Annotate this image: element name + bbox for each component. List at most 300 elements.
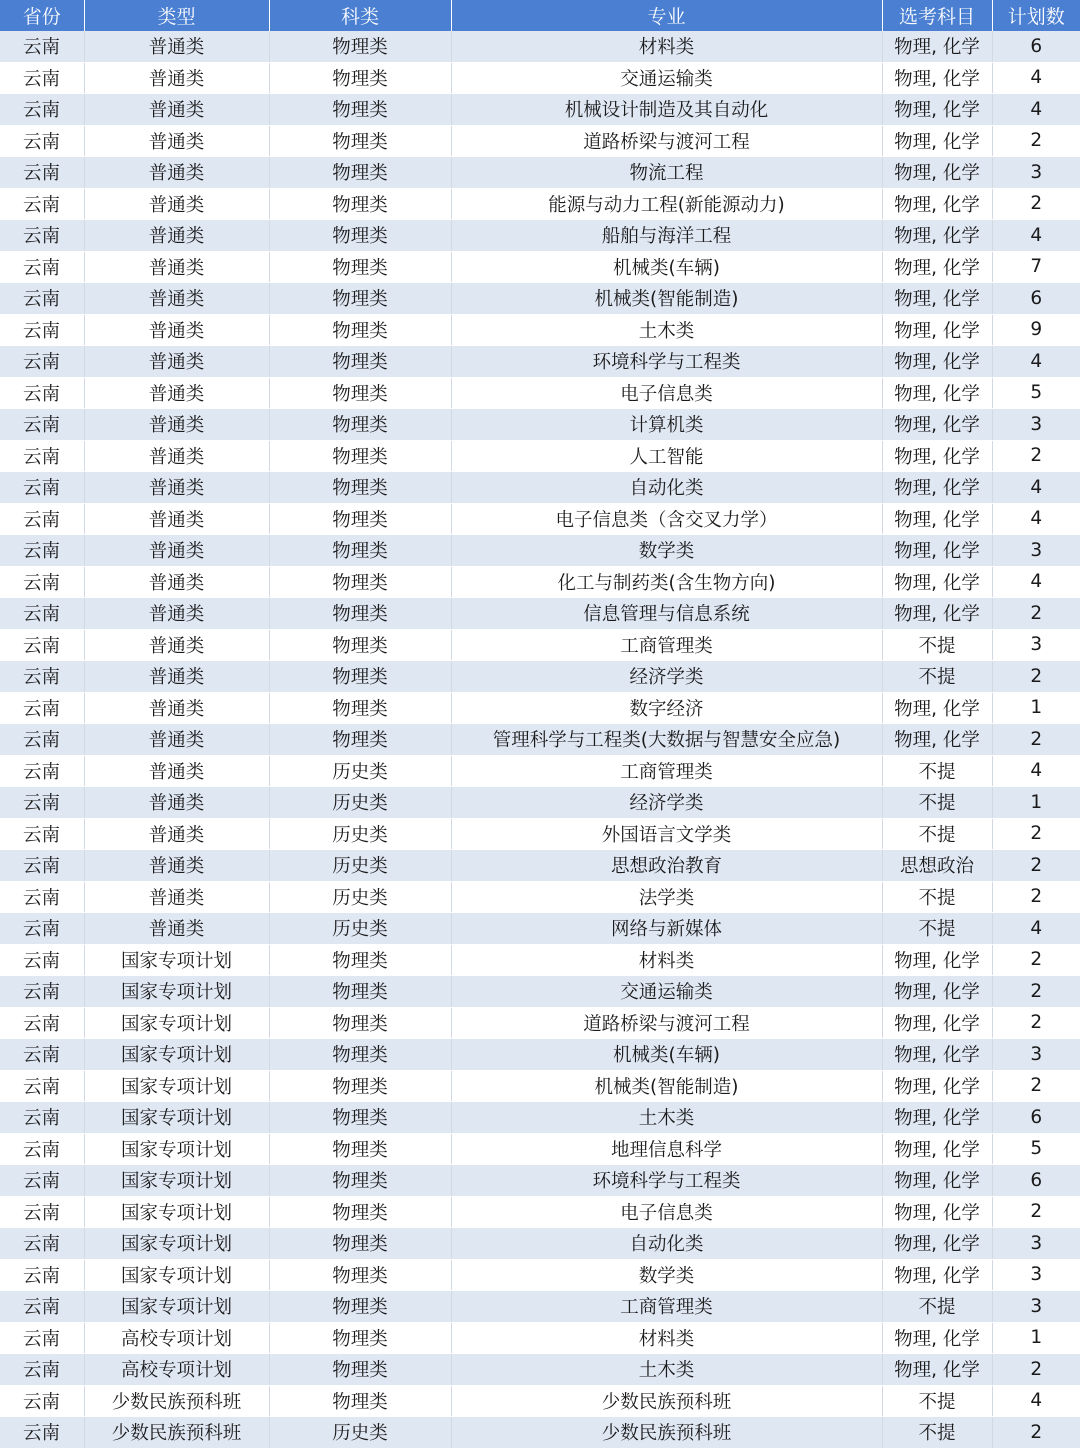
cell-major: 少数民族预科班: [451, 1417, 882, 1449]
cell-required-subjects: 物理, 化学: [882, 314, 992, 346]
cell-subject-track: 物理类: [269, 314, 451, 346]
cell-required-subjects: 物理, 化学: [882, 220, 992, 252]
cell-type: 普通类: [84, 346, 269, 378]
cell-type: 国家专项计划: [84, 1133, 269, 1165]
cell-plan-count: 2: [992, 850, 1080, 882]
cell-province: 云南: [0, 1165, 84, 1197]
cell-major: 管理科学与工程类(大数据与智慧安全应急): [451, 724, 882, 756]
table-row: [0, 881, 1080, 913]
cell-type: 普通类: [84, 629, 269, 661]
cell-major: 电子信息类: [451, 1196, 882, 1228]
cell-required-subjects: 物理, 化学: [882, 94, 992, 126]
cell-required-subjects: 物理, 化学: [882, 188, 992, 220]
cell-plan-count: 1: [992, 787, 1080, 819]
cell-plan-count: 2: [992, 125, 1080, 157]
cell-type: 普通类: [84, 188, 269, 220]
cell-subject-track: 物理类: [269, 346, 451, 378]
cell-province: 云南: [0, 566, 84, 598]
cell-subject-track: 物理类: [269, 220, 451, 252]
table-row: [0, 944, 1080, 976]
cell-province: 云南: [0, 346, 84, 378]
cell-subject-track: 物理类: [269, 661, 451, 693]
cell-required-subjects: 不提: [882, 881, 992, 913]
cell-subject-track: 物理类: [269, 535, 451, 567]
cell-subject-track: 物理类: [269, 1007, 451, 1039]
cell-required-subjects: 物理, 化学: [882, 1228, 992, 1260]
table-row: [0, 787, 1080, 819]
cell-major: 化工与制药类(含生物方向): [451, 566, 882, 598]
cell-subject-track: 物理类: [269, 283, 451, 315]
table-row: [0, 220, 1080, 252]
table-row: [0, 62, 1080, 94]
cell-required-subjects: 物理, 化学: [882, 31, 992, 62]
cell-subject-track: 物理类: [269, 1133, 451, 1165]
cell-province: 云南: [0, 503, 84, 535]
cell-subject-track: 物理类: [269, 377, 451, 409]
cell-type: 普通类: [84, 283, 269, 315]
cell-province: 云南: [0, 976, 84, 1008]
cell-major: 交通运输类: [451, 976, 882, 1008]
cell-type: 普通类: [84, 787, 269, 819]
cell-type: 国家专项计划: [84, 1102, 269, 1134]
cell-required-subjects: 物理, 化学: [882, 1259, 992, 1291]
cell-required-subjects: 物理, 化学: [882, 62, 992, 94]
cell-province: 云南: [0, 62, 84, 94]
cell-required-subjects: 物理, 化学: [882, 1039, 992, 1071]
cell-plan-count: 4: [992, 220, 1080, 252]
cell-major: 外国语言文学类: [451, 818, 882, 850]
table-row: [0, 125, 1080, 157]
cell-major: 交通运输类: [451, 62, 882, 94]
cell-type: 国家专项计划: [84, 1165, 269, 1197]
table-row: [0, 251, 1080, 283]
cell-province: 云南: [0, 188, 84, 220]
table-row: [0, 31, 1080, 62]
cell-subject-track: 物理类: [269, 440, 451, 472]
table-row: [0, 661, 1080, 693]
cell-subject-track: 物理类: [269, 1354, 451, 1386]
cell-plan-count: 5: [992, 1133, 1080, 1165]
table-row: [0, 1165, 1080, 1197]
cell-province: 云南: [0, 1322, 84, 1354]
cell-plan-count: 1: [992, 692, 1080, 724]
cell-plan-count: 2: [992, 598, 1080, 630]
cell-subject-track: 物理类: [269, 157, 451, 189]
cell-type: 国家专项计划: [84, 1070, 269, 1102]
cell-major: 自动化类: [451, 1228, 882, 1260]
table-row: [0, 755, 1080, 787]
cell-type: 普通类: [84, 94, 269, 126]
cell-required-subjects: 物理, 化学: [882, 535, 992, 567]
cell-required-subjects: 物理, 化学: [882, 377, 992, 409]
cell-plan-count: 5: [992, 377, 1080, 409]
cell-required-subjects: 物理, 化学: [882, 472, 992, 504]
cell-type: 普通类: [84, 31, 269, 62]
cell-subject-track: 历史类: [269, 1417, 451, 1449]
cell-province: 云南: [0, 1133, 84, 1165]
header-plan-count: 计划数: [992, 0, 1080, 31]
cell-type: 国家专项计划: [84, 1228, 269, 1260]
cell-type: 普通类: [84, 598, 269, 630]
cell-province: 云南: [0, 1354, 84, 1386]
cell-subject-track: 物理类: [269, 944, 451, 976]
cell-province: 云南: [0, 1259, 84, 1291]
cell-major: 数学类: [451, 535, 882, 567]
cell-subject-track: 物理类: [269, 692, 451, 724]
header-subject-track: 科类: [269, 0, 451, 31]
cell-required-subjects: 物理, 化学: [882, 976, 992, 1008]
table-row: [0, 94, 1080, 126]
table-row: [0, 283, 1080, 315]
cell-type: 普通类: [84, 62, 269, 94]
table-body: [0, 31, 1080, 1448]
cell-required-subjects: 物理, 化学: [882, 724, 992, 756]
cell-required-subjects: 不提: [882, 913, 992, 945]
cell-major: 土木类: [451, 314, 882, 346]
cell-subject-track: 物理类: [269, 629, 451, 661]
cell-type: 国家专项计划: [84, 1259, 269, 1291]
cell-major: 能源与动力工程(新能源动力): [451, 188, 882, 220]
cell-subject-track: 历史类: [269, 818, 451, 850]
header-required-subjects: 选考科目: [882, 0, 992, 31]
cell-subject-track: 物理类: [269, 1196, 451, 1228]
cell-subject-track: 物理类: [269, 409, 451, 441]
cell-required-subjects: 不提: [882, 818, 992, 850]
cell-major: 电子信息类（含交叉力学）: [451, 503, 882, 535]
cell-plan-count: 6: [992, 31, 1080, 62]
cell-type: 普通类: [84, 220, 269, 252]
table-row: [0, 503, 1080, 535]
table-row: [0, 1196, 1080, 1228]
cell-type: 普通类: [84, 157, 269, 189]
cell-province: 云南: [0, 1228, 84, 1260]
cell-major: 计算机类: [451, 409, 882, 441]
cell-subject-track: 物理类: [269, 62, 451, 94]
cell-type: 普通类: [84, 661, 269, 693]
cell-subject-track: 历史类: [269, 755, 451, 787]
cell-province: 云南: [0, 31, 84, 62]
cell-plan-count: 2: [992, 976, 1080, 1008]
cell-subject-track: 物理类: [269, 125, 451, 157]
cell-plan-count: 3: [992, 535, 1080, 567]
cell-type: 普通类: [84, 377, 269, 409]
cell-type: 普通类: [84, 881, 269, 913]
cell-province: 云南: [0, 220, 84, 252]
cell-major: 思想政治教育: [451, 850, 882, 882]
cell-province: 云南: [0, 913, 84, 945]
cell-type: 国家专项计划: [84, 1007, 269, 1039]
table-row: [0, 976, 1080, 1008]
table-row: [0, 1417, 1080, 1449]
cell-province: 云南: [0, 1039, 84, 1071]
cell-type: 普通类: [84, 566, 269, 598]
cell-province: 云南: [0, 283, 84, 315]
cell-required-subjects: 物理, 化学: [882, 944, 992, 976]
cell-required-subjects: 物理, 化学: [882, 125, 992, 157]
table-row: [0, 440, 1080, 472]
table-row: [0, 1291, 1080, 1323]
cell-subject-track: 物理类: [269, 1039, 451, 1071]
cell-required-subjects: 物理, 化学: [882, 283, 992, 315]
cell-type: 普通类: [84, 818, 269, 850]
cell-province: 云南: [0, 314, 84, 346]
cell-required-subjects: 物理, 化学: [882, 566, 992, 598]
cell-required-subjects: 不提: [882, 1291, 992, 1323]
table-row: [0, 409, 1080, 441]
cell-province: 云南: [0, 598, 84, 630]
cell-plan-count: 3: [992, 1259, 1080, 1291]
cell-major: 环境科学与工程类: [451, 346, 882, 378]
cell-province: 云南: [0, 440, 84, 472]
cell-major: 网络与新媒体: [451, 913, 882, 945]
cell-province: 云南: [0, 535, 84, 567]
cell-province: 云南: [0, 94, 84, 126]
cell-type: 普通类: [84, 440, 269, 472]
table-row: [0, 692, 1080, 724]
cell-major: 电子信息类: [451, 377, 882, 409]
cell-type: 普通类: [84, 251, 269, 283]
cell-type: 国家专项计划: [84, 1039, 269, 1071]
cell-plan-count: 2: [992, 944, 1080, 976]
cell-type: 普通类: [84, 724, 269, 756]
cell-subject-track: 物理类: [269, 1385, 451, 1417]
table-row: [0, 1228, 1080, 1260]
cell-province: 云南: [0, 944, 84, 976]
cell-major: 道路桥梁与渡河工程: [451, 125, 882, 157]
cell-plan-count: 2: [992, 188, 1080, 220]
cell-plan-count: 2: [992, 440, 1080, 472]
table-row: [0, 1322, 1080, 1354]
cell-required-subjects: 物理, 化学: [882, 251, 992, 283]
cell-plan-count: 4: [992, 913, 1080, 945]
cell-plan-count: 2: [992, 1417, 1080, 1449]
cell-subject-track: 物理类: [269, 472, 451, 504]
cell-province: 云南: [0, 1070, 84, 1102]
cell-plan-count: 4: [992, 566, 1080, 598]
cell-required-subjects: 物理, 化学: [882, 346, 992, 378]
cell-province: 云南: [0, 661, 84, 693]
cell-subject-track: 历史类: [269, 913, 451, 945]
cell-required-subjects: 物理, 化学: [882, 1102, 992, 1134]
cell-required-subjects: 思想政治: [882, 850, 992, 882]
cell-plan-count: 3: [992, 409, 1080, 441]
table-row: [0, 1259, 1080, 1291]
cell-plan-count: 4: [992, 346, 1080, 378]
cell-major: 材料类: [451, 31, 882, 62]
table-row: [0, 472, 1080, 504]
cell-major: 机械类(车辆): [451, 251, 882, 283]
cell-plan-count: 2: [992, 724, 1080, 756]
cell-type: 普通类: [84, 472, 269, 504]
cell-plan-count: 6: [992, 283, 1080, 315]
cell-subject-track: 物理类: [269, 566, 451, 598]
table-row: [0, 1102, 1080, 1134]
cell-required-subjects: 物理, 化学: [882, 440, 992, 472]
cell-required-subjects: 物理, 化学: [882, 692, 992, 724]
cell-subject-track: 物理类: [269, 724, 451, 756]
cell-type: 普通类: [84, 125, 269, 157]
cell-required-subjects: 不提: [882, 787, 992, 819]
cell-plan-count: 2: [992, 818, 1080, 850]
cell-plan-count: 6: [992, 1165, 1080, 1197]
cell-plan-count: 2: [992, 1070, 1080, 1102]
table-row: [0, 913, 1080, 945]
table-row: [0, 1039, 1080, 1071]
cell-type: 普通类: [84, 535, 269, 567]
cell-plan-count: 2: [992, 661, 1080, 693]
cell-subject-track: 物理类: [269, 1322, 451, 1354]
table-row: [0, 566, 1080, 598]
cell-major: 机械设计制造及其自动化: [451, 94, 882, 126]
cell-province: 云南: [0, 818, 84, 850]
cell-required-subjects: 物理, 化学: [882, 1196, 992, 1228]
cell-major: 土木类: [451, 1102, 882, 1134]
cell-required-subjects: 不提: [882, 1417, 992, 1449]
header-type: 类型: [84, 0, 269, 31]
cell-province: 云南: [0, 629, 84, 661]
cell-required-subjects: 物理, 化学: [882, 157, 992, 189]
cell-subject-track: 历史类: [269, 881, 451, 913]
cell-major: 数学类: [451, 1259, 882, 1291]
table-row: [0, 157, 1080, 189]
cell-required-subjects: 物理, 化学: [882, 1007, 992, 1039]
header-province: 省份: [0, 0, 84, 31]
table-row: [0, 1354, 1080, 1386]
cell-major: 数字经济: [451, 692, 882, 724]
cell-major: 材料类: [451, 1322, 882, 1354]
cell-subject-track: 历史类: [269, 850, 451, 882]
cell-province: 云南: [0, 1196, 84, 1228]
cell-major: 环境科学与工程类: [451, 1165, 882, 1197]
cell-province: 云南: [0, 409, 84, 441]
cell-plan-count: 4: [992, 94, 1080, 126]
cell-major: 道路桥梁与渡河工程: [451, 1007, 882, 1039]
cell-plan-count: 3: [992, 157, 1080, 189]
table-row: [0, 1007, 1080, 1039]
cell-province: 云南: [0, 1291, 84, 1323]
table-row: [0, 724, 1080, 756]
cell-type: 普通类: [84, 850, 269, 882]
cell-required-subjects: 不提: [882, 1385, 992, 1417]
cell-major: 人工智能: [451, 440, 882, 472]
cell-province: 云南: [0, 472, 84, 504]
cell-plan-count: 4: [992, 755, 1080, 787]
cell-subject-track: 物理类: [269, 1228, 451, 1260]
table-row: [0, 1133, 1080, 1165]
cell-type: 普通类: [84, 409, 269, 441]
cell-major: 机械类(车辆): [451, 1039, 882, 1071]
cell-required-subjects: 物理, 化学: [882, 598, 992, 630]
cell-plan-count: 4: [992, 62, 1080, 94]
cell-subject-track: 物理类: [269, 976, 451, 1008]
table-row: [0, 850, 1080, 882]
cell-major: 物流工程: [451, 157, 882, 189]
cell-required-subjects: 物理, 化学: [882, 1322, 992, 1354]
cell-major: 经济学类: [451, 787, 882, 819]
cell-subject-track: 物理类: [269, 1070, 451, 1102]
cell-required-subjects: 不提: [882, 661, 992, 693]
table-row: [0, 346, 1080, 378]
cell-plan-count: 6: [992, 1102, 1080, 1134]
cell-type: 普通类: [84, 913, 269, 945]
cell-subject-track: 物理类: [269, 503, 451, 535]
cell-province: 云南: [0, 1007, 84, 1039]
cell-type: 国家专项计划: [84, 1291, 269, 1323]
cell-type: 普通类: [84, 692, 269, 724]
cell-subject-track: 物理类: [269, 1259, 451, 1291]
cell-major: 土木类: [451, 1354, 882, 1386]
cell-province: 云南: [0, 1102, 84, 1134]
cell-type: 少数民族预科班: [84, 1417, 269, 1449]
cell-major: 工商管理类: [451, 755, 882, 787]
cell-subject-track: 物理类: [269, 31, 451, 62]
cell-type: 少数民族预科班: [84, 1385, 269, 1417]
cell-province: 云南: [0, 755, 84, 787]
cell-type: 普通类: [84, 314, 269, 346]
cell-plan-count: 3: [992, 629, 1080, 661]
table-row: [0, 629, 1080, 661]
cell-plan-count: 7: [992, 251, 1080, 283]
table-row: [0, 188, 1080, 220]
cell-subject-track: 物理类: [269, 188, 451, 220]
cell-plan-count: 3: [992, 1228, 1080, 1260]
cell-major: 经济学类: [451, 661, 882, 693]
cell-subject-track: 物理类: [269, 598, 451, 630]
cell-subject-track: 物理类: [269, 1165, 451, 1197]
cell-subject-track: 历史类: [269, 787, 451, 819]
cell-major: 法学类: [451, 881, 882, 913]
cell-plan-count: 3: [992, 1291, 1080, 1323]
cell-type: 普通类: [84, 503, 269, 535]
table-row: [0, 1070, 1080, 1102]
cell-required-subjects: 物理, 化学: [882, 1354, 992, 1386]
cell-plan-count: 2: [992, 1196, 1080, 1228]
cell-province: 云南: [0, 377, 84, 409]
cell-plan-count: 3: [992, 1039, 1080, 1071]
cell-required-subjects: 物理, 化学: [882, 1165, 992, 1197]
cell-province: 云南: [0, 850, 84, 882]
cell-plan-count: 2: [992, 881, 1080, 913]
cell-major: 工商管理类: [451, 1291, 882, 1323]
cell-required-subjects: 物理, 化学: [882, 503, 992, 535]
cell-plan-count: 4: [992, 503, 1080, 535]
cell-major: 工商管理类: [451, 629, 882, 661]
cell-province: 云南: [0, 724, 84, 756]
table-header-row: [0, 0, 1080, 31]
cell-plan-count: 4: [992, 1385, 1080, 1417]
cell-major: 船舶与海洋工程: [451, 220, 882, 252]
cell-type: 国家专项计划: [84, 1196, 269, 1228]
cell-major: 自动化类: [451, 472, 882, 504]
cell-major: 地理信息科学: [451, 1133, 882, 1165]
table-row: [0, 535, 1080, 567]
cell-subject-track: 物理类: [269, 1291, 451, 1323]
cell-province: 云南: [0, 787, 84, 819]
cell-province: 云南: [0, 157, 84, 189]
cell-plan-count: 2: [992, 1354, 1080, 1386]
cell-province: 云南: [0, 1385, 84, 1417]
cell-type: 高校专项计划: [84, 1354, 269, 1386]
cell-required-subjects: 物理, 化学: [882, 409, 992, 441]
cell-major: 机械类(智能制造): [451, 283, 882, 315]
cell-type: 国家专项计划: [84, 976, 269, 1008]
table-row: [0, 598, 1080, 630]
cell-major: 材料类: [451, 944, 882, 976]
cell-required-subjects: 物理, 化学: [882, 1133, 992, 1165]
cell-type: 普通类: [84, 755, 269, 787]
cell-required-subjects: 不提: [882, 755, 992, 787]
table-row: [0, 1385, 1080, 1417]
